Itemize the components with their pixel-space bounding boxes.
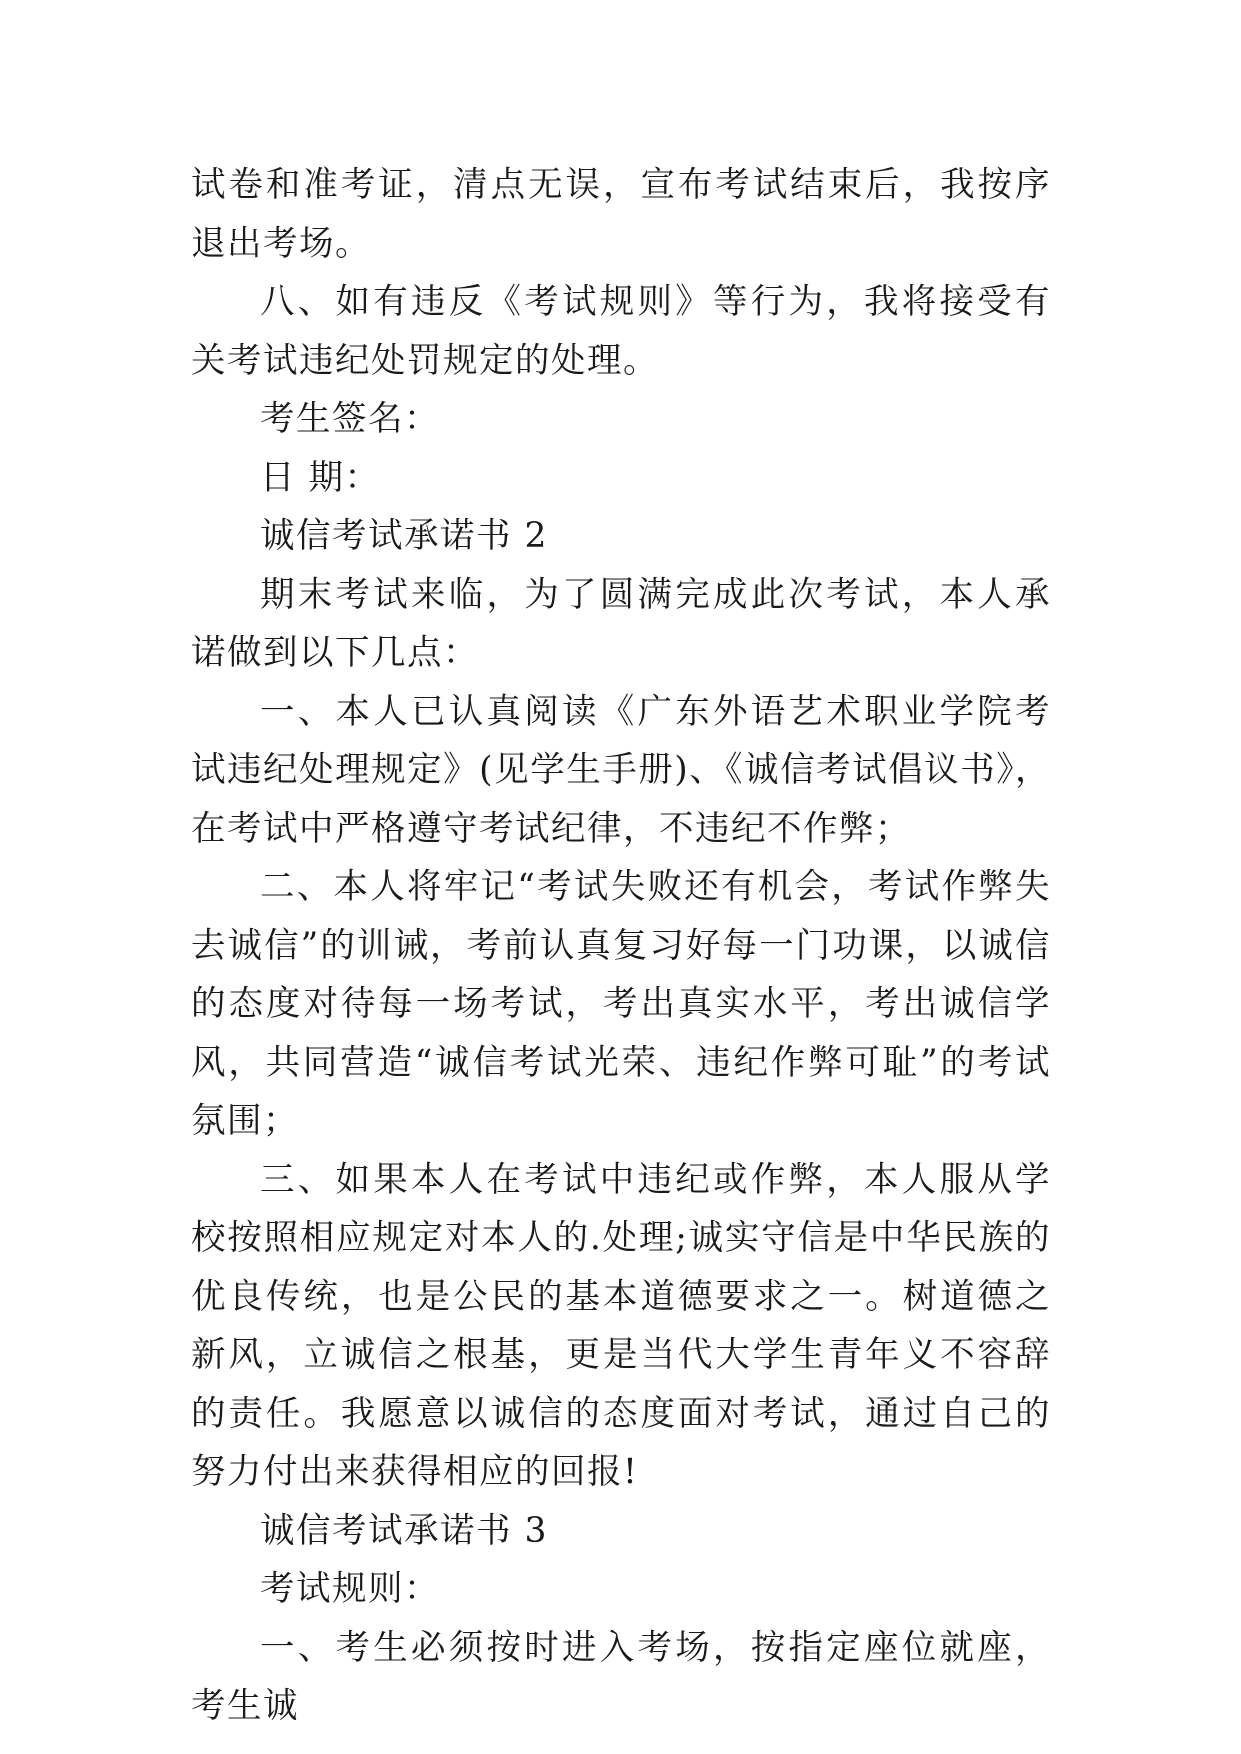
date-line: 日 期：	[260, 457, 381, 498]
paragraph-point-three: 三、如果本人在考试中违纪或作弊，本人服从学校按照相应规定对本人的.处理;诚实守信是中华民族的优良传统，也是公民的基本道德要求之一。树道德之新风，立诚信之根基，更是当代大学生青年义不容辞的责任。我愿意以诚信的态度面对考试，通过自己的努力付出来获得相应的回报!	[191, 1159, 1051, 1492]
signature-line: 考生签名：	[260, 399, 440, 439]
paragraph-intro: 期末考试来临，为了圆满完成此次考试，本人承诺做到以下几点：	[191, 574, 1051, 673]
section-heading-2: 诚信考试承诺书 2	[260, 516, 548, 556]
paragraph-rules-label: 考试规则：	[260, 1569, 440, 1609]
paragraph-rule-eight: 八、如有违反《考试规则》等行为，我将接受有关考试违纪处罚规定的处理。	[191, 282, 1051, 381]
section-heading-3: 诚信考试承诺书 3	[260, 1510, 548, 1551]
paragraph-continuation: 试卷和准考证，清点无误，宣布考试结束后，我按序退出考场。	[191, 165, 1051, 264]
paragraph-rule-one: 一、考生必须按时进入考场，按指定座位就座，考生诚	[191, 1627, 1051, 1726]
document-body	[191, 156, 1051, 1736]
paragraph-point-one: 一、本人已认真阅读《广东外语艺术职业学院考试违纪处理规定》(见学生手册)、《诚信考试倡议书》，在考试中严格遵守考试纪律，不违纪不作弊；	[191, 691, 1051, 849]
paragraph-point-two: 二、本人将牢记“考试失败还有机会，考试作弊失去诚信”的训诫，考前认真复习好每一门功课，以诚信的态度对待每一场考试，考出真实水平，考出诚信学风，共同营造“诚信考试光荣、违纪作弊可耻”的考试氛围；	[191, 867, 1051, 1141]
